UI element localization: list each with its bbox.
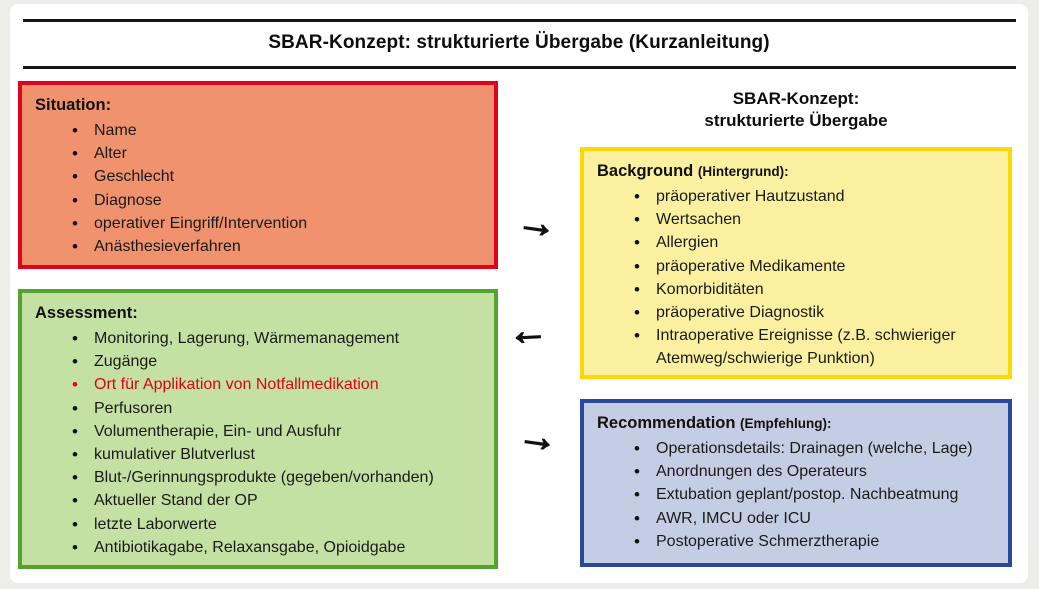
situation-item: • Geschlecht <box>22 165 494 188</box>
situation-list <box>22 119 494 258</box>
recommendation-box <box>580 399 1012 567</box>
background-item: • Intraoperative Ereignisse (z.B. schwieriger Atemweg/schwierige Punktion) <box>584 324 1008 370</box>
background-item: • Allergien <box>584 231 1008 254</box>
background-title-sub: (Hintergrund): <box>697 164 789 179</box>
recommendation-list <box>584 437 1008 553</box>
assessment-item: • Volumentherapie, Ein- und Ausfuhr <box>22 420 494 443</box>
title-rule-bottom <box>23 66 1016 69</box>
figure-panel <box>10 4 1028 583</box>
recommendation-box-title <box>584 403 1008 435</box>
recommendation-item: • Anordnungen des Operateurs <box>584 460 1008 483</box>
right-column-header <box>580 88 1012 131</box>
right-header-line1: SBAR-Konzept: <box>732 89 860 108</box>
situation-item: • Diagnose <box>22 189 494 212</box>
situation-item: • Name <box>22 119 494 142</box>
assessment-item-highlighted: • Ort für Applikation von Notfallmedikation <box>22 373 494 396</box>
assessment-box <box>18 289 498 569</box>
situation-item: • Anästhesieverfahren <box>22 235 494 258</box>
recommendation-item: • Operationsdetails: Drainagen (welche, Lage) <box>584 437 1008 460</box>
situation-box-title: Situation: <box>35 96 112 114</box>
background-box-title <box>584 151 1008 183</box>
assessment-item: • Perfusoren <box>22 397 494 420</box>
background-item: • präoperative Diagnostik <box>584 301 1008 324</box>
assessment-item: • Monitoring, Lagerung, Wärmemanagement <box>22 327 494 350</box>
recommendation-item: • Postoperative Schmerztherapie <box>584 530 1008 553</box>
background-box <box>580 147 1012 379</box>
situation-box <box>18 81 498 269</box>
recommendation-item: • Extubation geplant/postop. Nachbeatmung <box>584 483 1008 506</box>
assessment-item: • Zugänge <box>22 350 494 373</box>
assessment-item: • Blut-/Gerinnungsprodukte (gegeben/vorhanden) <box>22 466 494 489</box>
right-header-line2: strukturierte Übergabe <box>704 110 888 130</box>
assessment-item: • Aktueller Stand der OP <box>22 489 494 512</box>
arrow-right-icon: → <box>515 411 561 462</box>
arrow-left-icon: ← <box>506 307 550 354</box>
background-title-main: Background <box>597 162 694 180</box>
recommendation-title-sub: (Empfehlung): <box>740 416 832 431</box>
title-rule-top <box>23 19 1016 22</box>
assessment-item: • Antibiotikagabe, Relaxansgabe, Opioidgabe <box>22 536 494 559</box>
background-item: • präoperative Medikamente <box>584 255 1008 278</box>
background-list <box>584 185 1008 371</box>
situation-item: • Alter <box>22 142 494 165</box>
background-item: • Wertsachen <box>584 208 1008 231</box>
situation-item: • operativer Eingriff/Intervention <box>22 212 494 235</box>
assessment-item: • kumulativer Blutverlust <box>22 443 494 466</box>
background-item: • präoperativer Hautzustand <box>584 185 1008 208</box>
background-item: • Komorbiditäten <box>584 278 1008 301</box>
recommendation-item: • AWR, IMCU oder ICU <box>584 507 1008 530</box>
assessment-list <box>22 327 494 559</box>
assessment-box-title: Assessment: <box>35 304 138 322</box>
recommendation-title-main: Recommendation <box>597 414 736 432</box>
arrow-right-icon: → <box>514 197 560 248</box>
assessment-item: • letzte Laborwerte <box>22 513 494 536</box>
figure-title: SBAR-Konzept: strukturierte Übergabe (Kurzanleitung) <box>268 32 770 53</box>
